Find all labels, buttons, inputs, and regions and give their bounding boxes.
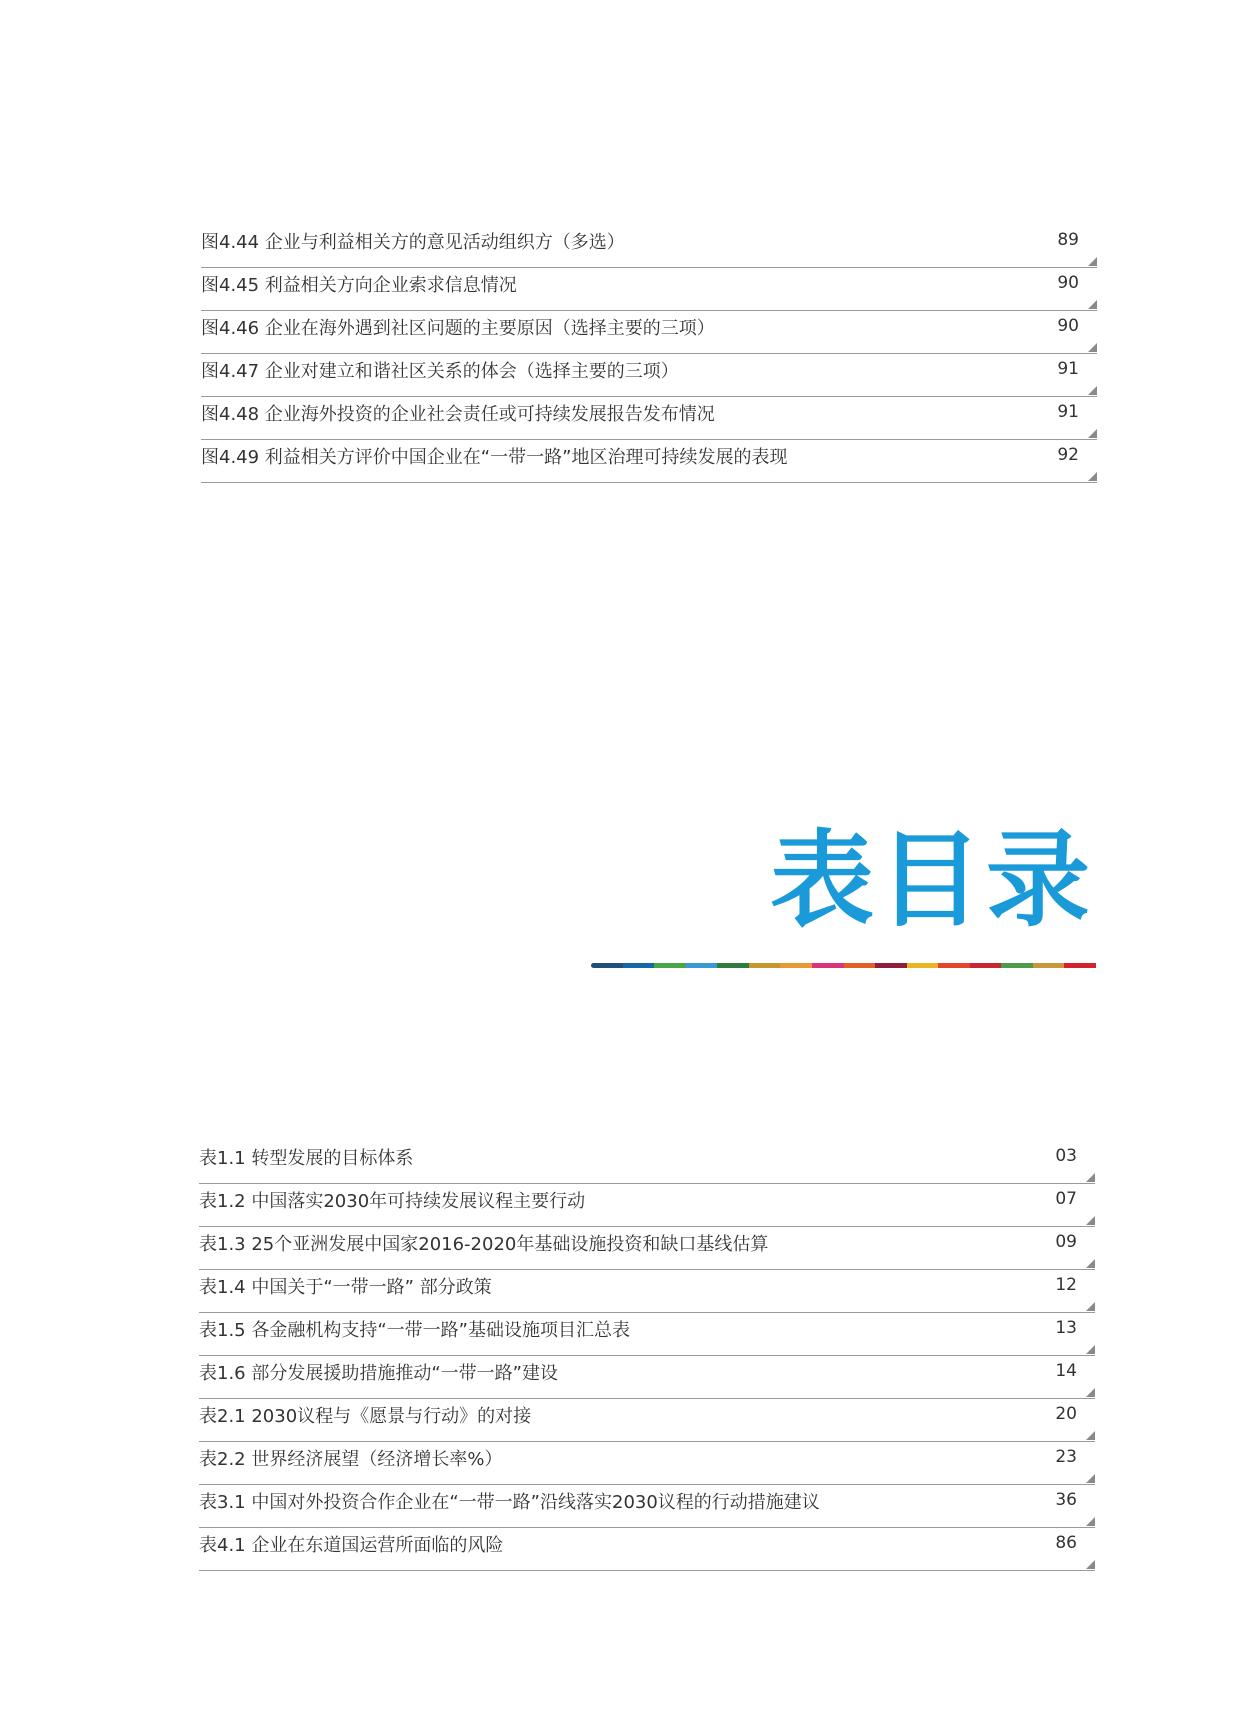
figure-list xyxy=(201,225,1097,483)
entry-label: 表1.4 中国关于“一带一路” 部分政策 xyxy=(199,1277,492,1298)
corner-triangle-icon xyxy=(1086,1173,1095,1182)
entry-page: 36 xyxy=(1055,1490,1077,1510)
color-bar-segment xyxy=(1064,963,1096,968)
entry-label: 表1.3 25个亚洲发展中国家2016-2020年基础设施投资和缺口基线估算 xyxy=(199,1234,769,1255)
corner-triangle-icon xyxy=(1088,257,1097,266)
list-item[interactable] xyxy=(201,268,1097,311)
entry-label: 图4.47 企业对建立和谐社区关系的体会（选择主要的三项） xyxy=(201,361,679,382)
list-item[interactable] xyxy=(199,1485,1095,1528)
color-bar-segment xyxy=(907,963,939,968)
entry-page: 90 xyxy=(1057,273,1079,293)
entry-page: 23 xyxy=(1055,1447,1077,1467)
entry-label: 表1.5 各金融机构支持“一带一路”基础设施项目汇总表 xyxy=(199,1320,630,1341)
entry-label: 表1.1 转型发展的目标体系 xyxy=(199,1148,414,1169)
entry-page: 89 xyxy=(1057,230,1079,250)
corner-triangle-icon xyxy=(1086,1431,1095,1440)
entry-page: 90 xyxy=(1057,316,1079,336)
list-item[interactable] xyxy=(201,440,1097,483)
color-bar-segment xyxy=(970,963,1002,968)
entry-label: 图4.46 企业在海外遇到社区问题的主要原因（选择主要的三项） xyxy=(201,318,715,339)
entry-label: 图4.44 企业与利益相关方的意见活动组织方（多选） xyxy=(201,232,625,253)
list-item[interactable] xyxy=(199,1270,1095,1313)
color-bar-segment xyxy=(1001,963,1033,968)
corner-triangle-icon xyxy=(1088,343,1097,352)
color-bar-segment xyxy=(780,963,812,968)
list-item[interactable] xyxy=(199,1528,1095,1571)
list-item[interactable] xyxy=(201,397,1097,440)
color-bar-segment xyxy=(938,963,970,968)
corner-triangle-icon xyxy=(1086,1474,1095,1483)
corner-triangle-icon xyxy=(1088,472,1097,481)
color-bar-segment xyxy=(1033,963,1065,968)
color-bar xyxy=(591,963,1096,968)
corner-triangle-icon xyxy=(1086,1560,1095,1569)
corner-triangle-icon xyxy=(1086,1517,1095,1526)
color-bar-segment xyxy=(717,963,749,968)
color-bar-segment xyxy=(749,963,781,968)
list-item[interactable] xyxy=(199,1399,1095,1442)
entry-page: 03 xyxy=(1055,1146,1077,1166)
entry-page: 13 xyxy=(1055,1318,1077,1338)
entry-label: 图4.45 利益相关方向企业索求信息情况 xyxy=(201,275,517,296)
color-bar-segment xyxy=(623,963,655,968)
entry-label: 表2.1 2030议程与《愿景与行动》的对接 xyxy=(199,1406,532,1427)
entry-page: 91 xyxy=(1057,359,1079,379)
corner-triangle-icon xyxy=(1088,386,1097,395)
section-title: 表目录 xyxy=(769,819,1094,941)
color-bar-segment xyxy=(686,963,718,968)
color-bar-segment xyxy=(844,963,876,968)
entry-page: 91 xyxy=(1057,402,1079,422)
corner-triangle-icon xyxy=(1086,1216,1095,1225)
corner-triangle-icon xyxy=(1086,1388,1095,1397)
entry-page: 20 xyxy=(1055,1404,1077,1424)
corner-triangle-icon xyxy=(1088,300,1097,309)
entry-page: 12 xyxy=(1055,1275,1077,1295)
entry-label: 图4.48 企业海外投资的企业社会责任或可持续发展报告发布情况 xyxy=(201,404,715,425)
list-item[interactable] xyxy=(199,1442,1095,1485)
entry-label: 表4.1 企业在东道国运营所面临的风险 xyxy=(199,1535,504,1556)
table-list xyxy=(199,1141,1095,1571)
list-item[interactable] xyxy=(201,311,1097,354)
corner-triangle-icon xyxy=(1086,1345,1095,1354)
entry-label: 表3.1 中国对外投资合作企业在“一带一路”沿线落实2030议程的行动措施建议 xyxy=(199,1492,820,1513)
corner-triangle-icon xyxy=(1086,1302,1095,1311)
entry-page: 14 xyxy=(1055,1361,1077,1381)
list-item[interactable] xyxy=(201,225,1097,268)
list-item[interactable] xyxy=(199,1313,1095,1356)
entry-page: 07 xyxy=(1055,1189,1077,1209)
list-item[interactable] xyxy=(199,1227,1095,1270)
list-item[interactable] xyxy=(199,1356,1095,1399)
entry-label: 图4.49 利益相关方评价中国企业在“一带一路”地区治理可持续发展的表现 xyxy=(201,447,788,468)
entry-page: 09 xyxy=(1055,1232,1077,1252)
entry-label: 表1.6 部分发展援助措施推动“一带一路”建设 xyxy=(199,1363,558,1384)
entry-label: 表2.2 世界经济展望（经济增长率%） xyxy=(199,1449,503,1470)
color-bar-segment xyxy=(591,963,623,968)
corner-triangle-icon xyxy=(1088,429,1097,438)
color-bar-segment xyxy=(875,963,907,968)
list-item[interactable] xyxy=(199,1184,1095,1227)
list-item[interactable] xyxy=(201,354,1097,397)
color-bar-segment xyxy=(654,963,686,968)
entry-page: 92 xyxy=(1057,445,1079,465)
color-bar-segment xyxy=(812,963,844,968)
corner-triangle-icon xyxy=(1086,1259,1095,1268)
list-item[interactable] xyxy=(199,1141,1095,1184)
entry-page: 86 xyxy=(1055,1533,1077,1553)
entry-label: 表1.2 中国落实2030年可持续发展议程主要行动 xyxy=(199,1191,586,1212)
